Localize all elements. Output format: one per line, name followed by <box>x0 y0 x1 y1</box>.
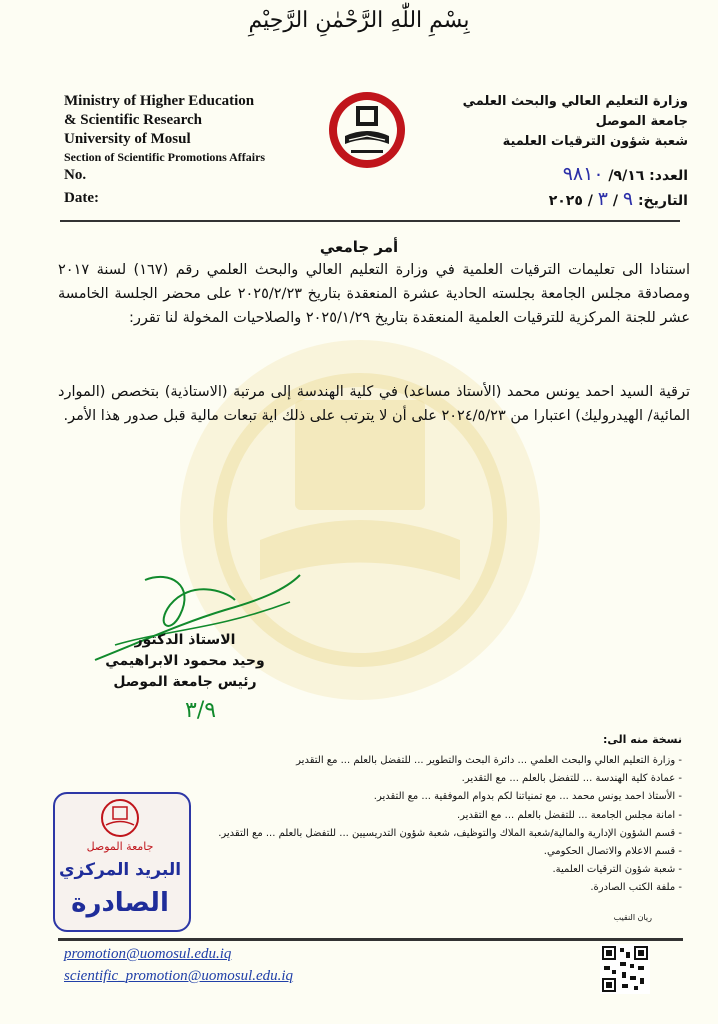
reference-date-day: ٩ <box>622 188 634 210</box>
ministry-name-en: Ministry of Higher Education <box>64 93 255 109</box>
basmala-heading: بِسْمِ اللّٰهِ الرَّحْمٰنِ الرَّحِيْمِ <box>248 8 470 33</box>
reference-number-handwritten: ٩٨١٠ <box>562 163 604 185</box>
list-item: - قسم الاعلام والاتصال الحكومي. <box>543 846 682 858</box>
section-name-en: Section of Scientific Promotions Affairs <box>64 150 266 164</box>
section-name-ar: شعبة شؤون الترقيات العلمية <box>502 134 688 149</box>
order-decision: ترقية السيد احمد يونس محمد (الأستاذ مساعد) في كلية الهندسة إلى مرتبة (الاستاذية) بتخصص (الموارد المائية/ الهيدروليك) اعتبارا من ٢٠٢٤/٥/٢٣ على أن لا يترتب على ذلك اية تبعات مالية قبل صدور هذا الأمر. <box>58 384 690 424</box>
email-link-promotion[interactable]: promotion@uomosul.edu.iq <box>64 946 232 962</box>
reference-date-year: ٢٠٢٥ <box>548 193 583 209</box>
stamp-university-name: جامعة الموصل <box>86 840 154 853</box>
document-title: أمر جامعي <box>319 238 399 256</box>
handwritten-initials: ٣/٩ <box>185 698 217 723</box>
list-item: - وزارة التعليم العالي والبحث العلمي ... دائرة البحث والتطوير ... للتفضل بالعلم ... مع التقدير <box>296 755 682 766</box>
list-item: - ملفة الكتب الصادرة. <box>590 882 682 894</box>
english-letterhead <box>64 92 265 165</box>
footer-divider <box>58 938 683 941</box>
signer-name: وحيد محمود الابراهيمي <box>105 653 265 669</box>
qr-code-icon[interactable] <box>600 944 650 994</box>
reference-date: التاريخ: ٩ / ٣ / ٢٠٢٥ <box>548 188 688 210</box>
reference-date-month: ٣ <box>597 188 608 210</box>
copies-title: نسخة منه الى: <box>603 733 682 746</box>
reference-date-label: التاريخ: <box>637 193 688 209</box>
ministry-name-ar: وزارة التعليم العالي والبحث العلمي <box>462 94 688 109</box>
signer-position: رئيس جامعة الموصل <box>113 674 257 690</box>
arabic-letterhead <box>463 92 688 152</box>
reference-number-label: العدد: <box>649 168 688 184</box>
stamp-emblem-icon <box>98 798 142 838</box>
list-item: - قسم الشؤون الإدارية والمالية/شعبة الملاك والتوظيف، شعبة شؤون التدريسيين ... للتفضل بالعلم ... مع التقدير. <box>218 827 682 839</box>
list-item: - شعبة شؤون الترقيات العلمية. <box>552 864 682 876</box>
list-item: - الأستاذ احمد يونس محمد ... مع تمنياتنا لكم بدوام الموفقية ... مع التقدير. <box>373 791 682 803</box>
university-logo-icon <box>327 90 407 170</box>
signer-block <box>80 630 290 693</box>
date-label: Date: <box>64 190 99 206</box>
university-name-en: University of Mosul <box>64 131 191 147</box>
university-name-ar: جامعة الموصل <box>595 114 688 129</box>
ministry-name-en-2: & Scientific Research <box>64 112 203 128</box>
signer-title: الاستاذ الدكتور <box>134 632 236 648</box>
order-preamble: استنادا الى تعليمات الترقيات العلمية في وزارة التعليم العالي والبحث العلمي رقم (١٦٧) لسنة ٢٠١٧ ومصادقة مجلس الجامعة بجلسته الحادية عشرة المنعقدة بتاريخ ٢٠٢٥/٢/٢٣ على محضر الجلسة الخامسة عشر للجنة المركزية للترقيات العلمية المنعقدة بتاريخ ٢٠٢٥/١/٢٩ والصلاحيات المخولة لنا تقرر: <box>58 262 690 326</box>
stamp-outgoing: الصادرة <box>71 888 169 918</box>
email-link-scientific-promotion[interactable]: scientific_promotion@uomosul.edu.iq <box>64 968 294 984</box>
list-item: - امانة مجلس الجامعة ... للتفضل بالعلم ... مع التقدير. <box>456 809 682 821</box>
no-label: No. <box>64 167 87 183</box>
typist-note: ريان النقيب <box>613 913 652 922</box>
stamp-central-mail: البريد المركزي <box>58 860 182 880</box>
list-item: - عمادة كلية الهندسة ... للتفضل بالعلم ... مع التقدير. <box>461 773 682 785</box>
reference-number <box>563 163 688 185</box>
reference-number-prefix: ٩/١٦/ <box>608 168 645 184</box>
copies-list <box>122 752 682 898</box>
header-divider <box>60 220 680 222</box>
